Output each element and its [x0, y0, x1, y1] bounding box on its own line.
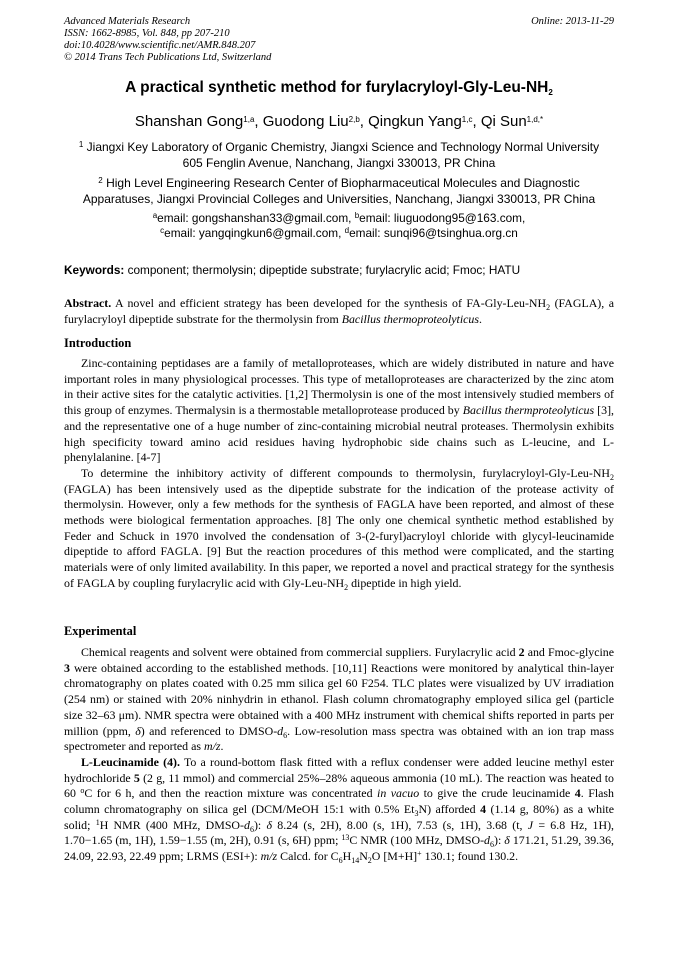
email-list: $^a$email: gongshanshan33@gmail.com, $^b$email: liuguodong95@163.com, $^c$email: yangqingkun6@gmail.com, $^d$email: sunqi96@tsinghua.org.cn [152, 211, 526, 240]
paper-title: A practical synthetic method for furylacryloyl-$Gly-Leu-NH_2$ [125, 79, 553, 97]
journal-doi: doi:10.4028/www.scientific.net/AMR.848.207 [64, 40, 256, 51]
author-list: Shanshan Gong$^{1,a}$, Guodong Liu$^{2,b}$, Qingkun Yang$^{1,c}$, Qi Sun$^{1,d,*}$ [134, 113, 544, 130]
abstract: Abstract. A novel and efficient strategy has been developed for the synthesis of $FA-Gly-Leu-NH_2$ (FAGLA), a furylacryloyl dipeptide substrate for the thermolysin from Bacillus thermoproteolyticus. [64, 296, 614, 326]
email-link[interactable]: email: liuguodong95@163.com, [359, 211, 526, 225]
journal-issn: ISSN: 1662-8985, Vol. 848, pp 207-210 [64, 28, 230, 39]
introduction-body [64, 356, 614, 592]
paragraph: Chemical reagents and solvent were obtained from commercial suppliers. Furylacrylic acid 2 and Fmoc-glycine 3 were obtained according to the established methods. [10,11] Reactions were monitored by analytical thin-layer chromatography on plates coated with 0.25 mm silica gel 60 F254. TLC plates were visualized by UV irradiation (254 nm) or stained with 20% ninhydrin in ethanol. Flash column chromatography employed silica gel (particle size 32–63 μm). NMR spectra were obtained with a 400 MHz instrument with chemical shifts reported in parts per million (ppm, δ) and referenced to DMSO-$d_6$. Low-resolution mass spectra was obtained with an ion trap mass spectrometer and reported as m/z. [64, 645, 615, 754]
keywords: Keywords: component; thermolysin; dipeptide substrate; furylacrylic acid; Fmoc; HATU [64, 263, 521, 277]
email-link[interactable]: email: sunqi96@tsinghua.org.cn [349, 226, 518, 240]
section-heading-introduction: Introduction [64, 336, 132, 350]
journal-copyright: © 2014 Trans Tech Publications Ltd, Switzerland [64, 52, 272, 63]
online-date: Online: 2013-11-29 [531, 16, 614, 27]
journal-name: Advanced Materials Research [64, 16, 191, 27]
author-name: Shanshan Gong [134, 113, 244, 130]
experimental-body [64, 645, 614, 865]
email-link[interactable]: email: gongshanshan33@gmail.com, [157, 211, 355, 225]
author-name: Qi Sun [480, 113, 527, 130]
email-link[interactable]: email: yangqingkun6@gmail.com, [164, 226, 345, 240]
journal-header [64, 16, 271, 64]
paragraph: L-Leucinamide (4). To a round-bottom flask fitted with a reflux condenser were added leucine methyl ester hydrochloride 5 (2 g, 11 mmol) and commercial 25%–28% aqueous ammonia (10 mL). The reaction was heated to 60 $^o$C for 6 h, and then the reaction mixture was concentrated in vacuo to give the crude leucinamide 4. Flash column chromatography on silica gel (DCM/MeOH 15:1 with 0.5% $Et_3N$) afforded 4 (1.14 g, 80%) as a white solid; $^1$H NMR (400 MHz, DMSO-$d_6$): δ 8.24 (s, 2H), 8.00 (s, 1H), 7.53 (s, 1H), 3.68 (t, J = 6.8 Hz, 1H), 1.70−1.65 (m, 1H), 1.59−1.55 (m, 2H), 0.91 (s, 6H) ppm; $^{13}$C NMR (100 MHz, DMSO-$d_6$): δ 171.21, 51.29, 39.36, 24.09, 22.93, 22.49 ppm; LRMS (ESI+): m/z Calcd. for $C_6H_{14}N_2O$ [M+H]+ 130.1; found 130.2. [64, 754, 615, 866]
affiliation-2: $^2$ High Level Engineering Research Center of Biopharmaceutical Molecules and Diagnostic Apparatuses, Jiangxi Provincial Colleges and Universities, Nanchang, Jiangxi 330013, PR China [82, 176, 596, 206]
author-name: Guodong Liu [262, 113, 349, 130]
paragraph: Zinc-containing peptidases are a family of metalloproteases, which are widely distributed in nature and have important roles in many physiological processes. This type of metalloproteases are characterized by the zinc atom in their active sites for the catalytic activities. [1,2] Thermolysin is one of the most intensively studied members of this group of enzymes. Thermalysin is a thermostable metalloprotease produced by Bacillus thermproteolyticus [3], and the representative one of a huge number of zinc-containing microbial neutral proteases. Thermolysin exhibits high specificity toward amino acid residues having hydrophobic side chains such as L-leucine, and L-phenylalanine. [4-7] [64, 356, 614, 465]
paragraph: To determine the inhibitory activity of different compounds to thermolysin, furylacryloyl-$Gly-Leu-NH_2$ (FAGLA) has been intensively used as the dipeptide substrate for the indication of the protease activity of thermolysin. However, only a few methods for the synthesis of FAGLA have been reported, and almost of these methods were biological fermentation approaches. [8] The only one chemical synthetic method established by Feder and Schuck in 1970 involved the condensation of 3-(2-furyl)acryloyl chloride with glycyl-leucinamide dipeptide to afford FAGLA. [9] But the reaction procedures of this method were complicated, and the starting materials were of only limited availability. In this paper, we reported a novel and practical strategy for the synthesis of FAGLA by coupling furylacrylic acid with Gly-$Leu-NH_2$ dipeptide in high yield. [64, 465, 614, 592]
section-heading-experimental: Experimental [64, 624, 137, 638]
author-name: Qingkun Yang [368, 113, 462, 130]
affiliation-1: $^1$ Jiangxi Key Laboratory of Organic Chemistry, Jiangxi Science and Technology Normal University 605 Fenglin Avenue, Nanchang, Jiangxi 330013, PR China [78, 140, 600, 170]
